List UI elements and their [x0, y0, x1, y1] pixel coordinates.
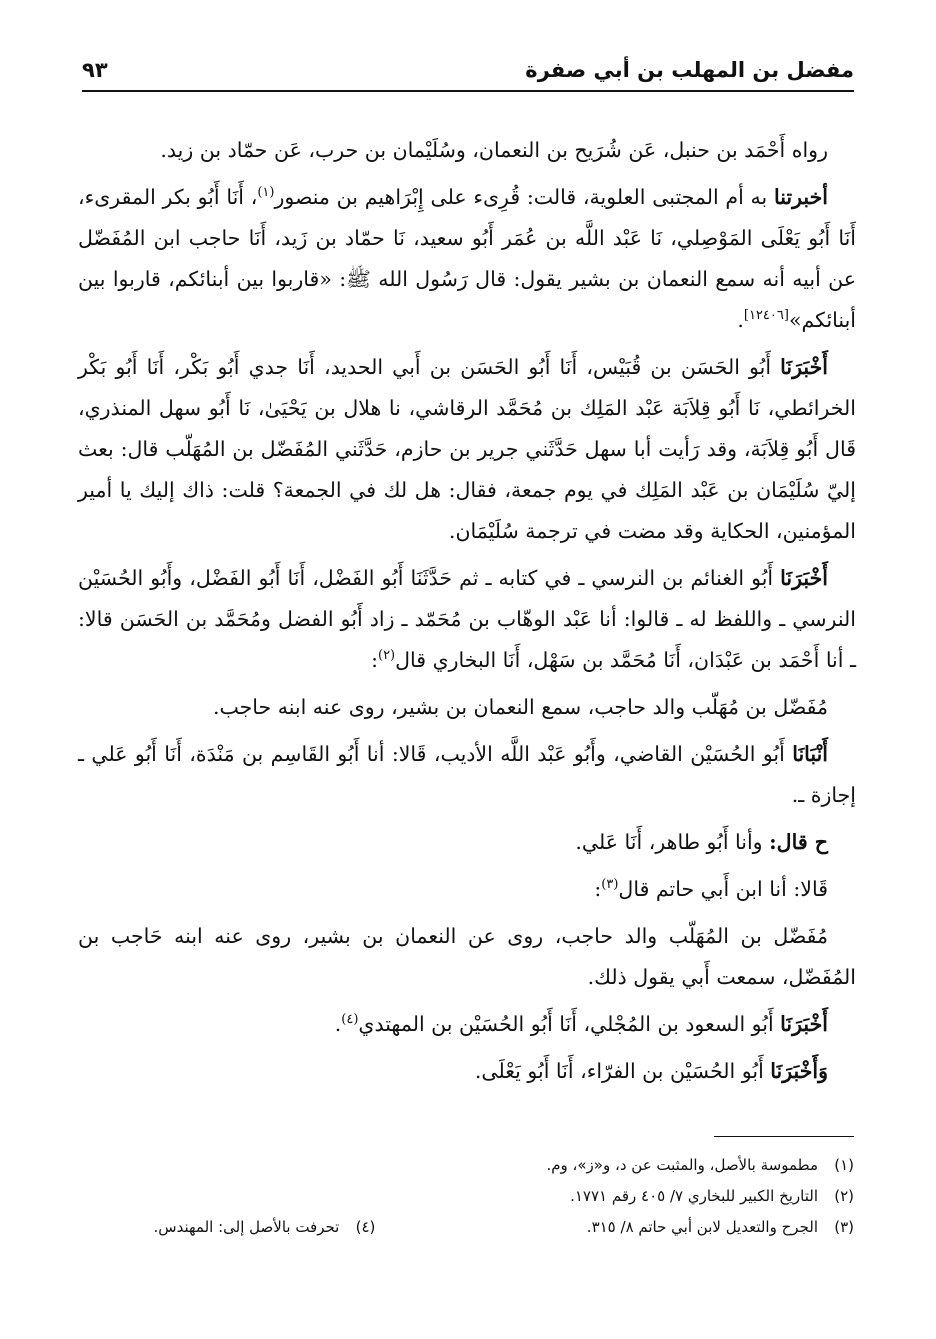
paragraph: [78, 1004, 856, 1045]
transmission-keyword: أَخْبَرَنَا: [780, 566, 828, 590]
footnote-text: تحرفت بالأصل إلى: المهندس.: [153, 1218, 340, 1236]
footnote-ref: (٤): [341, 1012, 359, 1028]
hadith-number: [١٢٤٠٦]: [743, 308, 789, 324]
paragraph-text: مُفَضّل بن المُهَلّب والد حاجب، روى عن النعمان بن بشير، روى عنه ابنه حَاجب بن المُفَضّل، سمعت أَبي يقول ذلك.: [78, 924, 856, 989]
page-header: [82, 52, 854, 92]
footnote-ref: (١): [257, 185, 275, 201]
transmission-keyword: ح قال:: [769, 830, 828, 854]
paragraph: [78, 916, 856, 998]
footnote-number: (٤): [355, 1218, 376, 1236]
paragraph-text: أَبُو الحَسَن بن قُبَيْس، أَنَا أَبُو الحَسَن بن أَبي الحديد، أَنَا جدي أَبُو بَكْر، أَنَا أَبُو بَكْر الخرائطي، نَا أَبُو قِلاَبَة عَبْد المَلِك بن مُحَمَّد الرقاشي، نا هلال بن يَحْيَىٰ، نَا أَبُو سهل المنذري، قَال أَبُو قِلاَبَة، وقد رَأيت أبا سهل حَدَّثَني جرير بن حازم، حَدَّثَني المُفَضّل بن المُهَلّب قال: بعث إليّ سُلَيْمَان بن عَبْد المَلِك في يوم جمعة، فقال: هل لك في الجمعة؟ قلت: ذاك إليك يا أمير المؤمنين، الحكاية وقد مضت في ترجمة سُلَيْمَان.: [78, 355, 856, 543]
paragraph-text: قَالا: أنا ابن أَبي حاتم قال: [618, 877, 828, 901]
footnote-text: مطموسة بالأصل، والمثبت عن د، و«ز»، وم.: [546, 1156, 818, 1174]
page-number: ٩٣: [82, 58, 108, 82]
transmission-keyword: وَأَخْبَرَنَا: [770, 1059, 828, 1083]
paragraph-text: رواه أَحْمَد بن حنبل، عَن شُرَيح بن النعمان، وسُلَيْمان بن حرب، عَن حمّاد بن زيد.: [160, 138, 828, 162]
paragraph-text: ، أَنَا أَبُو بكر المقرىء، أَنَا أَبُو يَعْلَى المَوْصِلي، نَا عَبْد اللَّه بن عُمَر أَبُو سعيد، نَا حمّاد بن زَيد، أَنَا حاجب ابن المُفَضّل عن أبيه أنه سمع النعمان بن بشير يقول: قال رَسُول الله ﷺ: «قاربوا بين أبنائكم، قاربوا بين أبنائكم»: [78, 185, 856, 332]
paragraph-tail: .: [737, 308, 744, 332]
paragraph: [78, 822, 856, 863]
footnote-text: التاريخ الكبير للبخاري ٧/ ٤٠٥ رقم ١٧٧١.: [570, 1187, 818, 1205]
paragraph-text: به أم المجتبى العلوية، قالت: قُرِىء على إِبْرَاهيم بن منصور: [274, 185, 774, 209]
paragraph-text: أَبُو الحُسَيْن بن الفرّاء، أَنَا أَبُو يَعْلَى.: [474, 1059, 771, 1083]
footnote: [82, 1212, 375, 1243]
paragraph-text: أَبُو الغنائم بن النرسي ـ في كتابه ـ ثم حَدَّثَنَا أَبُو الفَضْل، أَنَا أَبُو الفَضْل، وأَبُو الحُسَيْن النرسي ـ واللفظ له ـ قالوا: أنا عَبْد الوهّاب بن مُحَمّد ـ زاد أَبُو الفضل ومُحَمَّد بن الحَسَن قالا: ـ أنا أَحْمَد بن عَبْدَان، أَنَا مُحَمَّد بن سَهْل، أَنَا البخاري قال: [78, 566, 856, 672]
transmission-keyword: أخبرتنا: [773, 185, 828, 209]
footnote-number: (٣): [834, 1218, 854, 1236]
paragraph-text: وأنا أَبُو طاهر، أَنَا عَلي.: [575, 830, 770, 854]
footnote-number: (١): [834, 1156, 854, 1174]
footnote: [375, 1212, 854, 1243]
footnote-number: (٢): [834, 1187, 854, 1205]
paragraph-text: أَبُو السعود بن المُجْلي، أَنَا أَبُو الحُسَيْن بن المهتدي: [358, 1012, 781, 1036]
transmission-keyword: أَنْبَانَا: [792, 742, 828, 766]
transmission-keyword: أَخْبَرَنَا: [780, 1012, 828, 1036]
paragraph-tail: :: [371, 648, 378, 672]
paragraph-tail: .: [334, 1012, 342, 1036]
paragraph: [78, 1051, 856, 1092]
footnote: [82, 1181, 854, 1212]
paragraph-text: مُفَضّل بن مُهَلّب والد حاجب، سمع النعمان بن بشير، روى عنه ابنه حاجب.: [212, 695, 828, 719]
footnote-ref: (٢): [377, 648, 396, 664]
running-title: مفضل بن المهلب بن أبي صفرة: [525, 58, 854, 82]
paragraph: [78, 347, 856, 552]
paragraph: [78, 130, 856, 171]
footnote-row: [82, 1212, 854, 1243]
paragraph: [78, 734, 856, 816]
paragraph: [78, 869, 856, 910]
footnote-separator: [714, 1136, 854, 1137]
transmission-keyword: أَخْبَرَنَا: [780, 355, 828, 379]
footnote: [82, 1150, 854, 1181]
footnote-text: الجرح والتعديل لابن أبي حاتم ٨/ ٣١٥.: [586, 1218, 818, 1236]
main-text: [78, 130, 856, 1098]
paragraph-text: أَبُو الحُسَيْن القاضي، وأَبُو عَبْد اللَّه الأديب، قَالا: أنا أَبُو القَاسِم بن مَنْدَة، أَنَا أَبُو عَلي ـ إجازة ـ.: [78, 742, 856, 807]
paragraph: [78, 177, 856, 341]
paragraph-tail: :: [594, 877, 602, 901]
paragraph: [78, 687, 856, 728]
footnote-ref: (٣): [601, 877, 619, 893]
paragraph: [78, 558, 856, 681]
footnotes: [82, 1150, 854, 1243]
